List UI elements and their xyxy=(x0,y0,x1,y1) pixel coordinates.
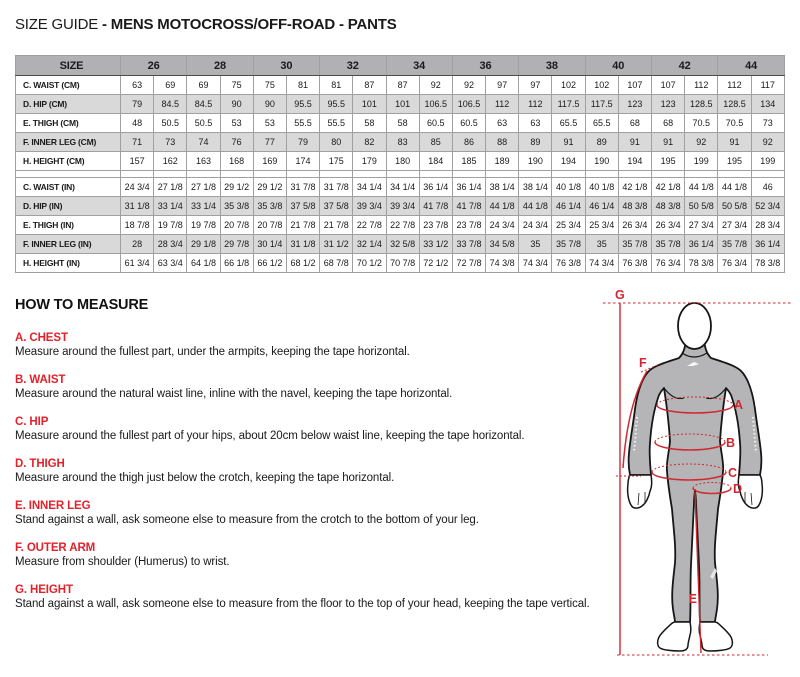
table-cell: 24 3/4 xyxy=(519,216,552,235)
table-cell: 24 3/4 xyxy=(121,178,154,197)
table-cell: 50.5 xyxy=(154,114,187,133)
table-cell: 25 3/4 xyxy=(552,216,585,235)
table-cell: 87 xyxy=(353,76,386,95)
table-cell: 29 1/2 xyxy=(253,178,286,197)
table-cell: 194 xyxy=(618,152,651,171)
table-cell: 35 xyxy=(585,235,618,254)
table-row-label: C. WAIST (IN) xyxy=(16,178,121,197)
table-cell: 195 xyxy=(718,152,751,171)
table-divider-cell xyxy=(386,171,419,178)
table-cell: 35 7/8 xyxy=(552,235,585,254)
table-divider-cell xyxy=(154,171,187,178)
table-cell: 29 1/8 xyxy=(187,235,220,254)
table-cell: 117.5 xyxy=(585,95,618,114)
table-cell: 101 xyxy=(386,95,419,114)
page-title xyxy=(15,16,397,33)
table-cell: 92 xyxy=(685,133,718,152)
table-row-label: E. THIGH (CM) xyxy=(16,114,121,133)
table-cell: 50 5/8 xyxy=(685,197,718,216)
table-divider-cell xyxy=(751,171,784,178)
table-cell: 63 xyxy=(519,114,552,133)
table-cell: 74 3/8 xyxy=(486,254,519,273)
page-title-rest: - MENS MOTOCROSS/OFF-ROAD - PANTS xyxy=(102,16,397,33)
measure-item-text: Stand against a wall, ask someone else to measure from the crotch to the bottom of your leg. xyxy=(15,514,479,526)
table-divider-cell xyxy=(419,171,452,178)
table-cell: 46 1/4 xyxy=(585,197,618,216)
table-row-label: H. HEIGHT (IN) xyxy=(16,254,121,273)
table-cell: 76 3/4 xyxy=(718,254,751,273)
table-header-size-value: 42 xyxy=(652,56,718,76)
table-cell: 42 1/8 xyxy=(652,178,685,197)
table-cell: 78 3/8 xyxy=(685,254,718,273)
table-header-size-value: 28 xyxy=(187,56,253,76)
table-cell: 189 xyxy=(486,152,519,171)
table-cell: 28 3/4 xyxy=(154,235,187,254)
measure-item xyxy=(15,458,615,484)
table-cell: 91 xyxy=(652,133,685,152)
table-cell: 91 xyxy=(552,133,585,152)
table-divider-cell xyxy=(486,171,519,178)
table-cell: 90 xyxy=(220,95,253,114)
table-cell: 55.5 xyxy=(320,114,353,133)
table-cell: 63 3/4 xyxy=(154,254,187,273)
table-cell: 174 xyxy=(286,152,319,171)
table-cell: 21 7/8 xyxy=(286,216,319,235)
table-cell: 195 xyxy=(652,152,685,171)
measure-item xyxy=(15,332,615,358)
table-cell: 89 xyxy=(519,133,552,152)
table-cell: 33 1/2 xyxy=(419,235,452,254)
figure-label-outer-arm: F xyxy=(639,356,647,370)
table-divider-cell xyxy=(353,171,386,178)
table-cell: 107 xyxy=(652,76,685,95)
table-row xyxy=(16,197,785,216)
table-cell: 190 xyxy=(585,152,618,171)
table-cell: 199 xyxy=(751,152,784,171)
table-cell: 84.5 xyxy=(154,95,187,114)
table-cell: 23 7/8 xyxy=(452,216,485,235)
table-header-size-value: 44 xyxy=(718,56,785,76)
table-cell: 76 xyxy=(220,133,253,152)
table-cell: 34 1/4 xyxy=(353,178,386,197)
table-cell: 88 xyxy=(486,133,519,152)
table-cell: 92 xyxy=(452,76,485,95)
table-cell: 79 xyxy=(286,133,319,152)
table-cell: 199 xyxy=(685,152,718,171)
measure-item xyxy=(15,542,615,568)
how-to-measure-section xyxy=(15,297,615,626)
table-cell: 58 xyxy=(353,114,386,133)
table-cell: 70 7/8 xyxy=(386,254,419,273)
table-cell: 53 xyxy=(220,114,253,133)
table-cell: 84.5 xyxy=(187,95,220,114)
table-cell: 46 xyxy=(751,178,784,197)
table-cell: 70.5 xyxy=(718,114,751,133)
table-cell: 60.5 xyxy=(452,114,485,133)
table-cell: 71 xyxy=(121,133,154,152)
table-row xyxy=(16,76,785,95)
table-cell: 70.5 xyxy=(685,114,718,133)
table-cell: 76 3/4 xyxy=(652,254,685,273)
table-cell: 27 1/8 xyxy=(187,178,220,197)
table-cell: 29 1/2 xyxy=(220,178,253,197)
table-cell: 68 7/8 xyxy=(320,254,353,273)
table-row-label: H. HEIGHT (CM) xyxy=(16,152,121,171)
table-cell: 37 5/8 xyxy=(320,197,353,216)
table-row xyxy=(16,235,785,254)
table-cell: 69 xyxy=(187,76,220,95)
table-cell: 48 3/8 xyxy=(652,197,685,216)
table-row xyxy=(16,254,785,273)
table-cell: 82 xyxy=(353,133,386,152)
table-cell: 50.5 xyxy=(187,114,220,133)
table-cell: 184 xyxy=(419,152,452,171)
table-divider-cell xyxy=(121,171,154,178)
table-cell: 81 xyxy=(320,76,353,95)
table-row xyxy=(16,216,785,235)
table-cell: 65.5 xyxy=(552,114,585,133)
table-cell: 28 xyxy=(121,235,154,254)
measure-item-label: A. CHEST xyxy=(15,332,68,344)
table-cell: 74 3/4 xyxy=(585,254,618,273)
table-cell: 33 7/8 xyxy=(452,235,485,254)
table-cell: 81 xyxy=(286,76,319,95)
table-cell: 35 3/8 xyxy=(220,197,253,216)
table-cell: 102 xyxy=(552,76,585,95)
measure-item xyxy=(15,416,615,442)
table-cell: 28 3/4 xyxy=(751,216,784,235)
table-cell: 35 7/8 xyxy=(718,235,751,254)
table-cell: 31 7/8 xyxy=(286,178,319,197)
table-cell: 36 1/4 xyxy=(419,178,452,197)
table-cell: 18 7/8 xyxy=(121,216,154,235)
table-cell: 68 xyxy=(618,114,651,133)
table-cell: 90 xyxy=(253,95,286,114)
table-cell: 106.5 xyxy=(419,95,452,114)
table-cell: 72 1/2 xyxy=(419,254,452,273)
figure-label-chest: A xyxy=(734,398,744,412)
measurement-figure xyxy=(600,285,800,677)
table-cell: 50 5/8 xyxy=(718,197,751,216)
measure-list xyxy=(15,332,615,610)
table-cell: 34 1/4 xyxy=(386,178,419,197)
table-cell: 29 7/8 xyxy=(220,235,253,254)
table-cell: 102 xyxy=(585,76,618,95)
table-cell: 76 3/8 xyxy=(618,254,651,273)
table-cell: 73 xyxy=(751,114,784,133)
table-cell: 41 7/8 xyxy=(419,197,452,216)
table-cell: 79 xyxy=(121,95,154,114)
table-cell: 36 1/4 xyxy=(452,178,485,197)
table-divider-cell xyxy=(585,171,618,178)
table-divider-cell xyxy=(452,171,485,178)
measure-item xyxy=(15,584,615,610)
table-cell: 58 xyxy=(386,114,419,133)
table-cell: 69 xyxy=(154,76,187,95)
figure-right-boot xyxy=(699,622,732,651)
table-row xyxy=(16,95,785,114)
table-divider-cell xyxy=(187,171,220,178)
figure-left-boot xyxy=(658,622,691,651)
table-cell: 27 1/8 xyxy=(154,178,187,197)
table-cell: 31 1/8 xyxy=(121,197,154,216)
table-cell: 92 xyxy=(419,76,452,95)
table-header-size-value: 36 xyxy=(452,56,518,76)
table-cell: 175 xyxy=(320,152,353,171)
table-cell: 74 3/4 xyxy=(519,254,552,273)
table-cell: 97 xyxy=(519,76,552,95)
table-cell: 95.5 xyxy=(320,95,353,114)
table-cell: 66 1/2 xyxy=(253,254,286,273)
table-row-label: F. INNER LEG (IN) xyxy=(16,235,121,254)
table-header-size-value: 38 xyxy=(519,56,585,76)
table-cell: 91 xyxy=(618,133,651,152)
table-cell: 185 xyxy=(452,152,485,171)
measurement-figure-svg xyxy=(600,285,800,677)
table-row-label: D. HIP (IN) xyxy=(16,197,121,216)
table-cell: 35 xyxy=(519,235,552,254)
table-cell: 35 3/8 xyxy=(253,197,286,216)
table-cell: 169 xyxy=(253,152,286,171)
table-row-label: F. INNER LEG (CM) xyxy=(16,133,121,152)
how-to-measure-heading: HOW TO MEASURE xyxy=(15,297,149,313)
table-cell: 52 3/4 xyxy=(751,197,784,216)
measure-item-text: Measure around the fullest part of your hips, about 20cm below waist line, keeping the tape horizontal. xyxy=(15,430,525,442)
table-cell: 22 7/8 xyxy=(386,216,419,235)
table-cell: 180 xyxy=(386,152,419,171)
table-cell: 44 1/8 xyxy=(486,197,519,216)
measure-item xyxy=(15,500,615,526)
table-cell: 168 xyxy=(220,152,253,171)
table-cell: 19 7/8 xyxy=(154,216,187,235)
table-cell: 179 xyxy=(353,152,386,171)
measure-item-label: B. WAIST xyxy=(15,374,66,386)
table-cell: 37 5/8 xyxy=(286,197,319,216)
table-cell: 21 7/8 xyxy=(320,216,353,235)
table-cell: 123 xyxy=(652,95,685,114)
table-cell: 107 xyxy=(618,76,651,95)
table-cell: 44 1/8 xyxy=(685,178,718,197)
measure-item-text: Measure around the fullest part, under the armpits, keeping the tape horizontal. xyxy=(15,346,410,358)
table-cell: 117 xyxy=(751,76,784,95)
figure-label-waist: B xyxy=(726,436,736,450)
table-divider-cell xyxy=(652,171,685,178)
table-header-row xyxy=(16,56,785,76)
table-divider-cell xyxy=(16,171,121,178)
table-cell: 86 xyxy=(452,133,485,152)
table-cell: 33 1/4 xyxy=(154,197,187,216)
table-cell: 68 1/2 xyxy=(286,254,319,273)
table-cell: 63 xyxy=(121,76,154,95)
table-cell: 66 1/8 xyxy=(220,254,253,273)
figure-head xyxy=(678,303,711,349)
measure-item-text: Stand against a wall, ask someone else to measure from the floor to the top of your head, keeping the tape vertical. xyxy=(15,598,590,610)
table-cell: 112 xyxy=(519,95,552,114)
table-cell: 26 3/4 xyxy=(618,216,651,235)
table-cell: 68 xyxy=(652,114,685,133)
table-cell: 34 5/8 xyxy=(486,235,519,254)
table-cell: 64 1/8 xyxy=(187,254,220,273)
measure-item-text: Measure around the thigh just below the crotch, keeping the tape horizontal. xyxy=(15,472,395,484)
table-cell: 46 1/4 xyxy=(552,197,585,216)
table-cell: 134 xyxy=(751,95,784,114)
table-cell: 65.5 xyxy=(585,114,618,133)
table-cell: 60.5 xyxy=(419,114,452,133)
table-cell: 38 1/4 xyxy=(486,178,519,197)
table-cell: 40 1/8 xyxy=(552,178,585,197)
table-cell: 112 xyxy=(718,76,751,95)
table-cell: 76 3/8 xyxy=(552,254,585,273)
measure-item-text: Measure around the natural waist line, inline with the navel, keeping the tape horizontal. xyxy=(15,388,453,400)
table-header-size-label: SIZE xyxy=(16,56,121,76)
table-cell: 41 7/8 xyxy=(452,197,485,216)
table-cell: 30 1/4 xyxy=(253,235,286,254)
table-cell: 27 3/4 xyxy=(685,216,718,235)
table-cell: 27 3/4 xyxy=(718,216,751,235)
table-cell: 33 1/4 xyxy=(187,197,220,216)
table-cell: 42 1/8 xyxy=(618,178,651,197)
table-cell: 44 1/8 xyxy=(519,197,552,216)
table-cell: 26 3/4 xyxy=(652,216,685,235)
table-divider-cell xyxy=(253,171,286,178)
table-row xyxy=(16,114,785,133)
table-cell: 91 xyxy=(718,133,751,152)
table-cell: 80 xyxy=(320,133,353,152)
table-cell: 48 xyxy=(121,114,154,133)
table-cell: 35 7/8 xyxy=(618,235,651,254)
measure-item-label: G. HEIGHT xyxy=(15,584,73,596)
table-row-label: C. WAIST (CM) xyxy=(16,76,121,95)
table-cell: 35 7/8 xyxy=(652,235,685,254)
figure-label-hip: C xyxy=(728,466,738,480)
table-cell: 39 3/4 xyxy=(353,197,386,216)
table-cell: 89 xyxy=(585,133,618,152)
table-cell: 23 7/8 xyxy=(419,216,452,235)
table-cell: 83 xyxy=(386,133,419,152)
table-cell: 44 1/8 xyxy=(718,178,751,197)
table-divider-cell xyxy=(618,171,651,178)
table-cell: 40 1/8 xyxy=(585,178,618,197)
table-row-label: E. THIGH (IN) xyxy=(16,216,121,235)
table-cell: 85 xyxy=(419,133,452,152)
table-cell: 72 7/8 xyxy=(452,254,485,273)
table-header-size-value: 40 xyxy=(585,56,651,76)
figure-label-inner-leg: E xyxy=(688,592,697,606)
table-cell: 31 1/2 xyxy=(320,235,353,254)
table-header-size-value: 34 xyxy=(386,56,452,76)
table-header-size-value: 30 xyxy=(253,56,319,76)
table-cell: 32 1/4 xyxy=(353,235,386,254)
table-divider-cell xyxy=(718,171,751,178)
table-divider-cell xyxy=(519,171,552,178)
table-cell: 77 xyxy=(253,133,286,152)
table-row-label: D. HIP (CM) xyxy=(16,95,121,114)
table-cell: 112 xyxy=(685,76,718,95)
table-cell: 73 xyxy=(154,133,187,152)
figure-label-thigh: D xyxy=(733,482,743,496)
table-cell: 70 1/2 xyxy=(353,254,386,273)
table-cell: 95.5 xyxy=(286,95,319,114)
table-cell: 106.5 xyxy=(452,95,485,114)
table-cell: 163 xyxy=(187,152,220,171)
table-cell: 92 xyxy=(751,133,784,152)
table-divider-cell xyxy=(286,171,319,178)
table-cell: 55.5 xyxy=(286,114,319,133)
table-cell: 74 xyxy=(187,133,220,152)
table-cell: 63 xyxy=(486,114,519,133)
table-cell: 31 1/8 xyxy=(286,235,319,254)
table-row xyxy=(16,178,785,197)
table-cell: 22 7/8 xyxy=(353,216,386,235)
table-cell: 75 xyxy=(220,76,253,95)
table-cell: 39 3/4 xyxy=(386,197,419,216)
table-cell: 162 xyxy=(154,152,187,171)
measure-item-label: F. OUTER ARM xyxy=(15,542,96,554)
table-cell: 194 xyxy=(552,152,585,171)
size-table xyxy=(15,55,785,273)
table-cell: 61 3/4 xyxy=(121,254,154,273)
table-cell: 25 3/4 xyxy=(585,216,618,235)
table-cell: 20 7/8 xyxy=(253,216,286,235)
table-cell: 36 1/4 xyxy=(685,235,718,254)
table-section-divider xyxy=(16,171,785,178)
table-divider-cell xyxy=(552,171,585,178)
table-cell: 20 7/8 xyxy=(220,216,253,235)
figure-left-hand xyxy=(628,475,652,508)
table-cell: 19 7/8 xyxy=(187,216,220,235)
table-header-size-value: 26 xyxy=(121,56,187,76)
table-cell: 36 1/4 xyxy=(751,235,784,254)
table-cell: 53 xyxy=(253,114,286,133)
table-cell: 128.5 xyxy=(718,95,751,114)
measure-item-label: E. INNER LEG xyxy=(15,500,91,512)
table-cell: 123 xyxy=(618,95,651,114)
figure-label-height: G xyxy=(615,288,625,302)
table-cell: 32 5/8 xyxy=(386,235,419,254)
table-header-size-value: 32 xyxy=(320,56,386,76)
table-cell: 38 1/4 xyxy=(519,178,552,197)
page-title-prefix: SIZE GUIDE xyxy=(15,16,99,33)
table-cell: 112 xyxy=(486,95,519,114)
table-cell: 75 xyxy=(253,76,286,95)
table-cell: 48 3/8 xyxy=(618,197,651,216)
measure-item xyxy=(15,374,615,400)
measure-item-label: C. HIP xyxy=(15,416,49,428)
table-cell: 190 xyxy=(519,152,552,171)
measure-item-text: Measure from shoulder (Humerus) to wrist. xyxy=(15,556,230,568)
table-divider-cell xyxy=(220,171,253,178)
table-cell: 101 xyxy=(353,95,386,114)
measure-item-label: D. THIGH xyxy=(15,458,65,470)
table-row xyxy=(16,133,785,152)
table-row xyxy=(16,152,785,171)
table-cell: 87 xyxy=(386,76,419,95)
table-cell: 24 3/4 xyxy=(486,216,519,235)
table-cell: 128.5 xyxy=(685,95,718,114)
table-cell: 157 xyxy=(121,152,154,171)
table-cell: 31 7/8 xyxy=(320,178,353,197)
table-cell: 97 xyxy=(486,76,519,95)
table-divider-cell xyxy=(685,171,718,178)
table-cell: 78 3/8 xyxy=(751,254,784,273)
table-cell: 117.5 xyxy=(552,95,585,114)
table-divider-cell xyxy=(320,171,353,178)
